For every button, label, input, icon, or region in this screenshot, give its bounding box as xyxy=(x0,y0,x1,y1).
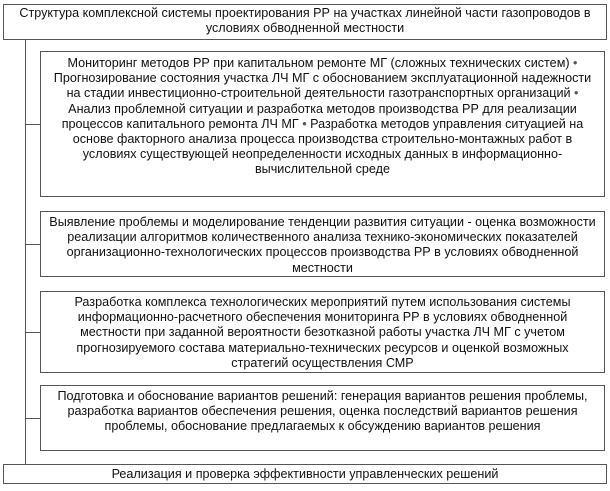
bullet-3: • xyxy=(302,116,307,131)
final-text: Реализация и проверка эффективности управленческих решений xyxy=(111,467,499,481)
title-text: Структура комплексной системы проектирования РР на участках линейной части газопроводов в условиях обводненной местности xyxy=(19,6,591,36)
title-box xyxy=(3,4,607,40)
monitoring-item-1: Мониторинг методов РР при капитальном ремонте МГ (сложных технических систем) xyxy=(67,56,570,70)
development-text: Разработка комплекса технологических мероприятий путем использования системы информационно-расчетного обеспечения мониторинга РР в условиях обводненной местности при заданной вероятности безотказной работы участка ЛЧ МГ с учетом прогнозируемого состава материально-технических ресурсов и оценкой возможных стратегий осуществления СМР xyxy=(74,295,571,370)
monitoring-item-4: Разработка методов управления ситуацией на основе факторного анализа процесса производства строительно-монтажных работ в условиях существующей неопределенности исходных данных в информационно-вычислительной среде xyxy=(72,116,584,177)
preparation-box xyxy=(40,385,605,451)
problem-box xyxy=(40,211,605,277)
bullet-1: • xyxy=(573,56,578,70)
final-box xyxy=(3,464,607,484)
monitoring-item-3: Анализ проблемной ситуации и разработка методов производства РР для реализации процессов капитального ремонта ЛЧ МГ xyxy=(61,101,577,131)
connector-problem xyxy=(25,244,40,245)
connector-preparation xyxy=(25,418,40,419)
connector-monitoring xyxy=(25,124,40,125)
main-vertical-connector xyxy=(25,40,26,464)
connector-development xyxy=(25,332,40,333)
bullet-2: • xyxy=(574,86,579,101)
development-box xyxy=(40,291,605,373)
problem-text: Выявление проблемы и моделирование тенденции развития ситуации - оценка возможности реализации алгоритмов количественного анализа технико-экономических показателей организационно-технологических процессов производства РР в условиях обводненной местности xyxy=(49,215,596,275)
preparation-text: Подготовка и обоснование вариантов решений: генерация вариантов решения проблемы, разработка вариантов обеспечения решения, оценка последствий вариантов решения проблемы, обоснование предлагаемых к обсуждению вариантов решения xyxy=(57,389,588,434)
monitoring-item-2: Прогнозирование состояния участка ЛЧ МГ с обоснованием эксплуатационной надежности на стадии инвестиционно-строительной деятельности газотранспортных организаций xyxy=(53,71,592,101)
monitoring-box xyxy=(40,51,605,197)
